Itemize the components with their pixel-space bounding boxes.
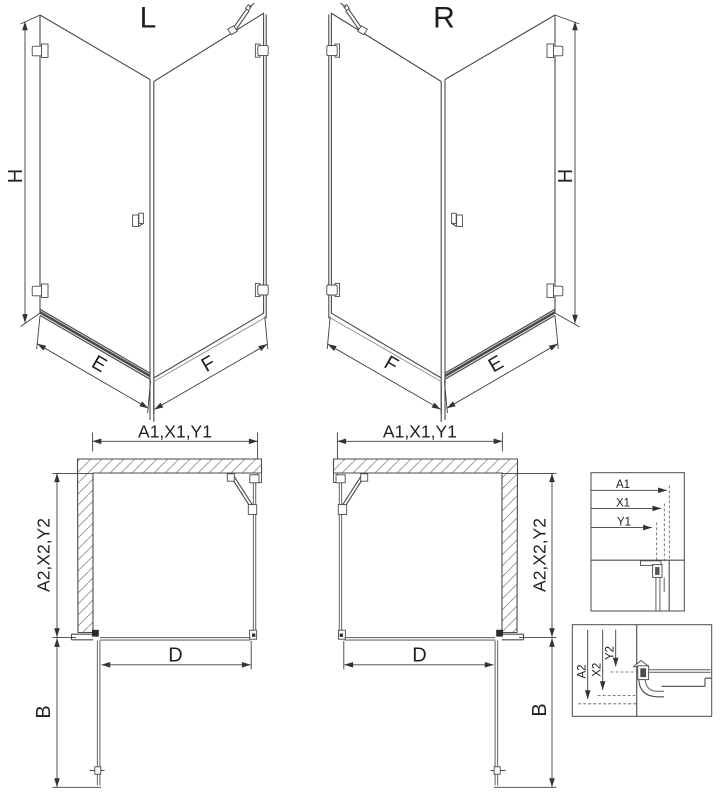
dim-label-fixed-width-right: F bbox=[380, 351, 402, 377]
dim-label-door-width-right: E bbox=[484, 351, 508, 378]
variant-label-right: R bbox=[433, 1, 455, 35]
detail-label-a1: A1 bbox=[615, 479, 631, 491]
dim-label-depth-right: A2,X2,Y2 bbox=[529, 518, 550, 592]
detail-box-width-dims bbox=[591, 473, 684, 611]
detail-label-y1: Y1 bbox=[616, 516, 632, 529]
dim-label-depth-left: A2,X2,Y2 bbox=[33, 518, 54, 592]
dim-label-width-left: A1,X1,Y1 bbox=[138, 421, 212, 442]
plan-view-right bbox=[334, 421, 557, 787]
iso-view-left bbox=[5, 2, 268, 423]
variant-label-left: L bbox=[139, 1, 157, 35]
dim-label-entry-right: D bbox=[412, 644, 427, 667]
detail-label-x2: X2 bbox=[591, 662, 604, 677]
dim-label-height-left: H bbox=[5, 168, 27, 184]
iso-view-right bbox=[327, 2, 580, 423]
dim-label-width-right: A1,X1,Y1 bbox=[382, 421, 457, 442]
dim-label-swing-left: B bbox=[33, 705, 55, 719]
detail-box-depth-dims bbox=[572, 625, 711, 717]
detail-label-x1: X1 bbox=[615, 497, 631, 510]
detail-label-a2: A2 bbox=[576, 664, 589, 679]
dim-label-height-right: H bbox=[555, 168, 577, 184]
dim-label-fixed-width-left: F bbox=[197, 351, 220, 377]
dim-label-door-width-left: E bbox=[87, 351, 111, 378]
dim-label-entry-left: D bbox=[168, 644, 183, 667]
plan-view-left bbox=[33, 421, 262, 787]
detail-label-y2: Y2 bbox=[604, 645, 617, 661]
dim-label-swing-right: B bbox=[529, 703, 551, 717]
